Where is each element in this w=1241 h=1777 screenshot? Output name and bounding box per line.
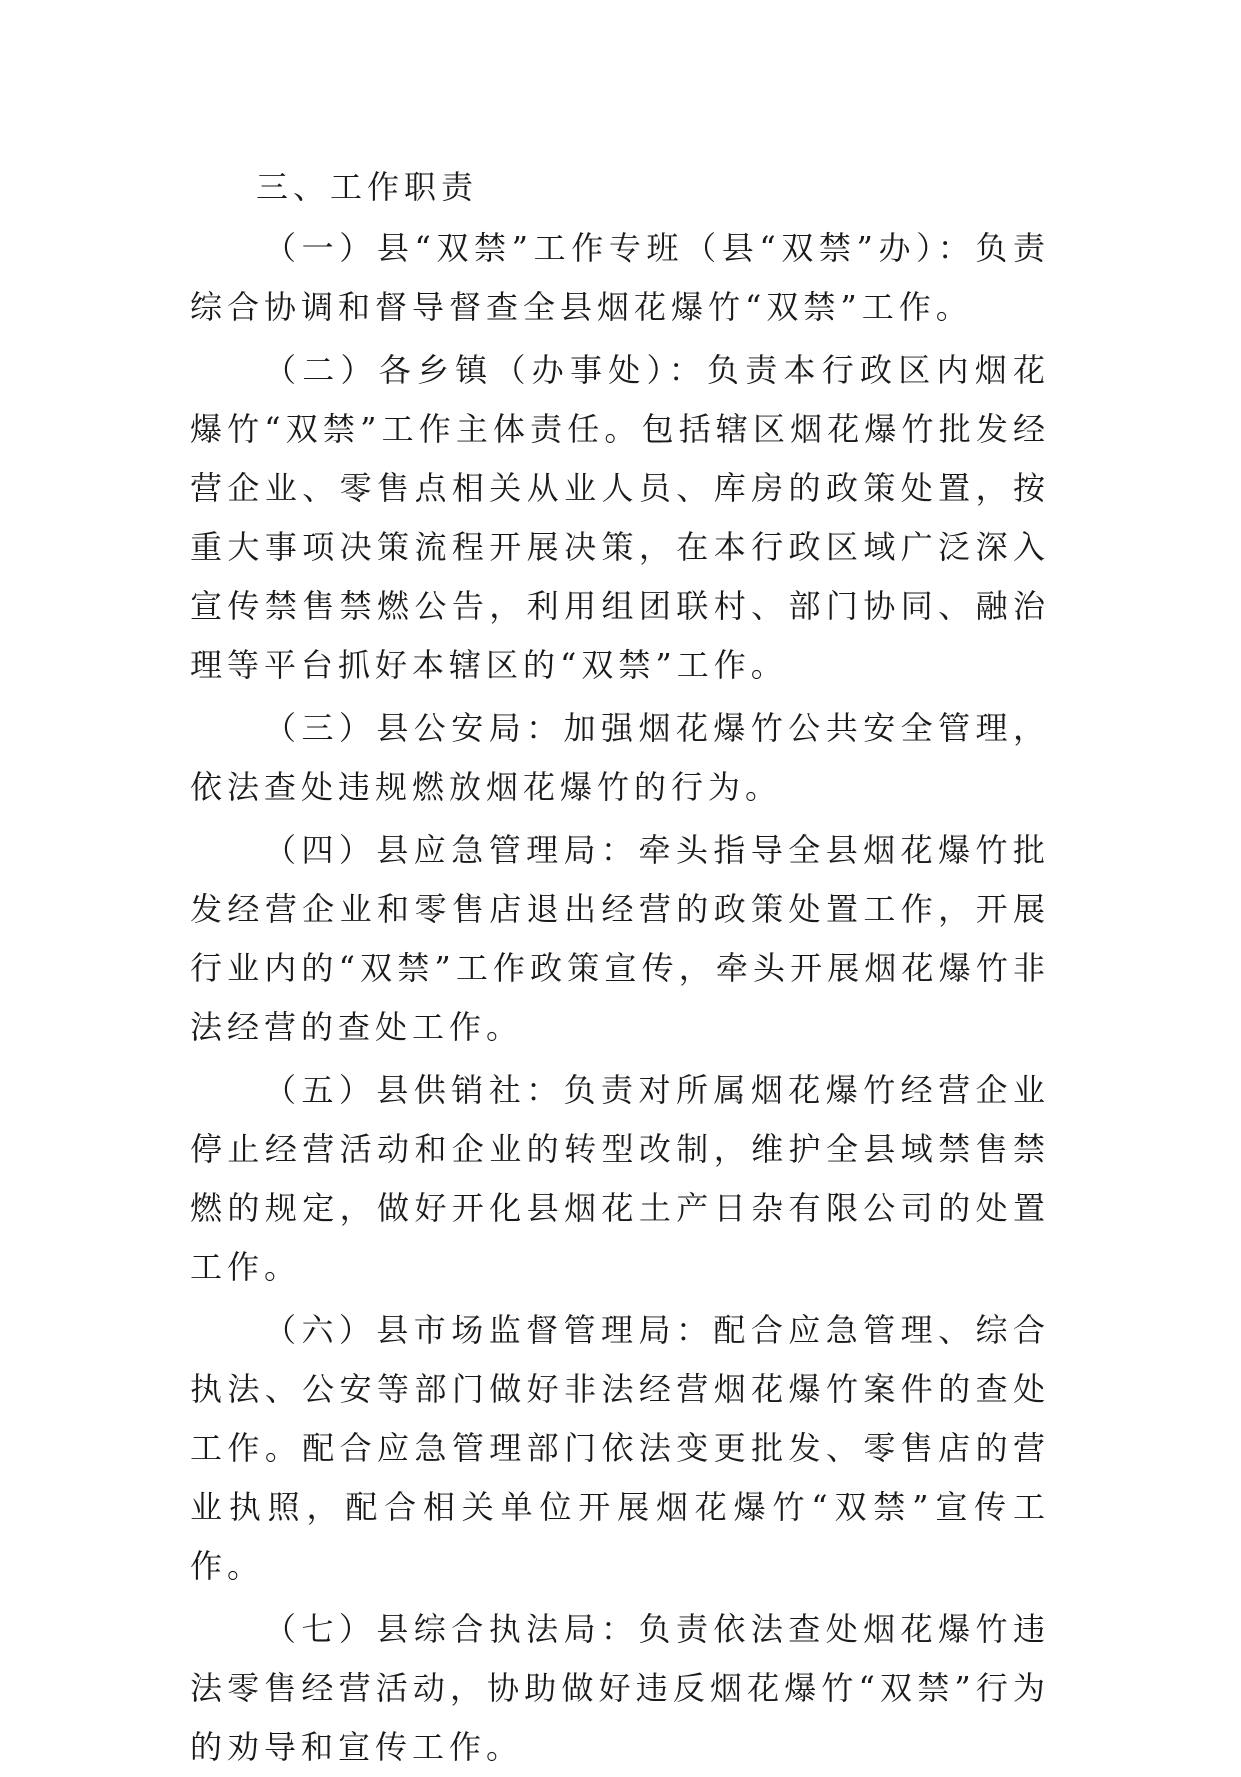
paragraph-townships: （二）各乡镇（办事处）：负责本行政区内烟花爆竹“双禁”工作主体责任。包括辖区烟花爆竹批发经营企业、零售点相关从业人员、库房的政策处置，按重大事项决策流程开展决策，在本行政区域广泛深入宣传禁售禁燃公告，利用组团联村、部门协同、融治理等平台抓好本辖区的“双禁”工作。 [190,351,1050,684]
paragraph-comprehensive-enforcement: （七）县综合执法局：负责依法查处烟花爆竹违法零售经营活动，协助做好违反烟花爆竹“双禁”行为的劝导和宣传工作。 [190,1610,1050,1766]
paragraph-county-task-force: （一）县“双禁”工作专班（县“双禁”办）：负责综合协调和督导督查全县烟花爆竹“双禁”工作。 [190,229,1050,326]
paragraph-supply-cooperative: （五）县供销社：负责对所属烟花爆竹经营企业停止经营活动和企业的转型改制，维护全县域禁售禁燃的规定，做好开化县烟花土产日杂有限公司的处置工作。 [190,1071,1050,1286]
paragraph-public-security: （三）县公安局：加强烟花爆竹公共安全管理，依法查处违规燃放烟花爆竹的行为。 [190,709,1050,806]
paragraph-market-supervision: （六）县市场监督管理局：配合应急管理、综合执法、公安等部门做好非法经营烟花爆竹案件的查处工作。配合应急管理部门依法变更批发、零售店的营业执照，配合相关单位开展烟花爆竹“双禁”宣传工作。 [190,1311,1050,1585]
section-heading: 三、工作职责 [256,168,479,206]
document-body [190,158,1050,1777]
paragraph-emergency-management: （四）县应急管理局：牵头指导全县烟花爆竹批发经营企业和零售店退出经营的政策处置工作，开展行业内的“双禁”工作政策宣传，牵头开展烟花爆竹非法经营的查处工作。 [190,831,1050,1046]
